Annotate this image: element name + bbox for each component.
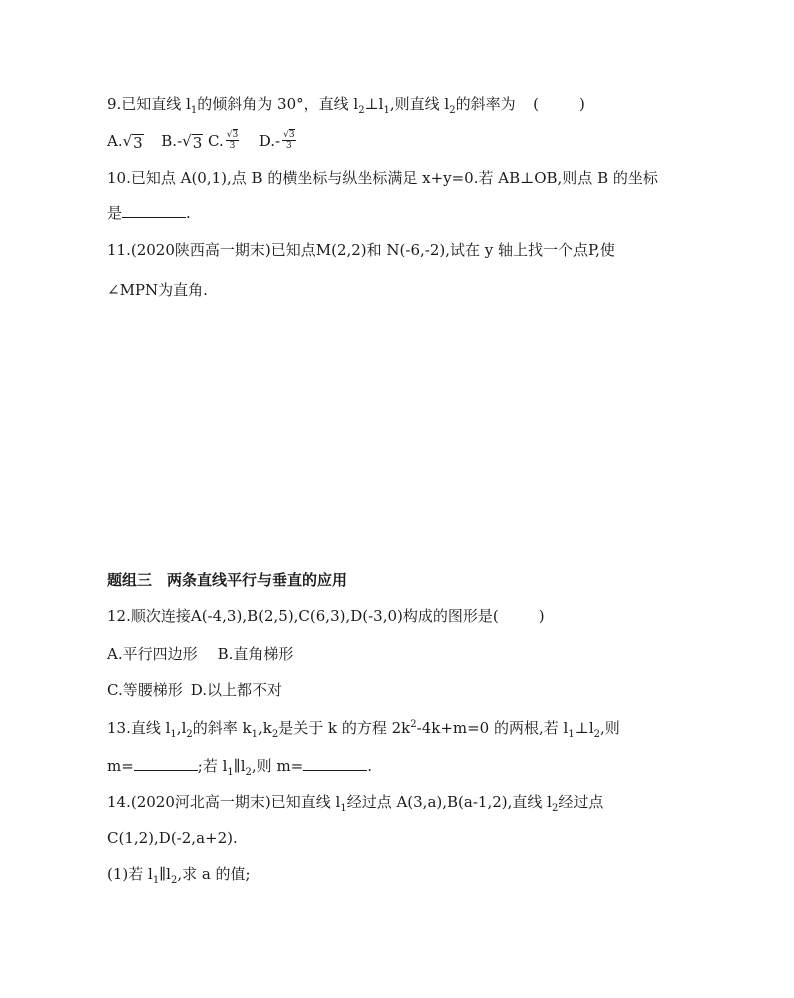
q9-sub: 2 [358, 105, 365, 116]
radical-sign: √ [182, 131, 192, 150]
q9-sub: 1 [383, 105, 390, 116]
q14-sub: 1 [340, 803, 347, 814]
radicand: 3 [232, 130, 239, 140]
answer-blank [303, 756, 367, 771]
q14-text: (1)若 l [107, 865, 153, 883]
q13-text: 13.直线 l [107, 719, 171, 737]
option-c: C.等腰梯形 [107, 681, 183, 699]
option-b-label: B.- [161, 131, 183, 150]
q13-text: ,则 [600, 719, 620, 737]
radicand: 3 [192, 133, 203, 152]
denominator: 3 [229, 141, 236, 151]
q13-sub: 1 [251, 729, 258, 740]
q13-sub: 2 [186, 729, 193, 740]
q13-text: -4k+m=0 的两根,若 l [416, 719, 569, 737]
option-b [161, 131, 203, 151]
question-13-line-1 [107, 718, 620, 738]
q9-text-mid2: ,则直线 l [389, 95, 450, 113]
question-12-options-row-1 [107, 644, 293, 664]
q13-text: ,k [257, 719, 272, 737]
numerator: √3 [283, 130, 295, 140]
question-13-line-2 [107, 756, 372, 776]
sqrt-3 [182, 131, 203, 151]
numerator: √3 [226, 130, 239, 140]
q13-text: ;若 l [197, 757, 228, 775]
question-11-line-2: ∠MPN为直角. [107, 281, 208, 299]
q14-sub: 2 [170, 875, 178, 886]
q13-text: ,l [176, 719, 187, 737]
answer-paren-close: ) [538, 607, 545, 625]
q13-text: . [367, 757, 373, 775]
option-d-label: D.- [258, 131, 281, 150]
q13-sub: 2 [271, 729, 279, 740]
question-9-options [107, 130, 298, 151]
q14-text: 14.(2020河北高一期末)已知直线 l [107, 793, 341, 811]
question-14-subquestion-1 [107, 864, 251, 884]
option-b: B.直角梯形 [217, 645, 294, 663]
answer-paren-open: ( [533, 95, 539, 113]
option-a-label: A. [107, 131, 123, 150]
option-c [208, 130, 241, 151]
q14-text: ∥l [159, 865, 171, 883]
question-10-line-1: 10.已知点 A(0,1),点 B 的横坐标与纵坐标满足 x+y=0.若 AB⊥OB,则点 B 的坐标 [107, 169, 658, 187]
answer-paren-close: ) [579, 95, 585, 113]
answer-blank [122, 203, 186, 218]
q9-sub: 2 [449, 105, 456, 116]
q13-text: 的斜率 k [192, 719, 252, 737]
q9-text-perp: ⊥l [364, 95, 384, 113]
q13-text: ⊥l [574, 719, 594, 737]
option-d: D.以上都不对 [190, 681, 282, 699]
question-14-line-1 [107, 792, 603, 812]
q12-text: 12.顺次连接A(-4,3),B(2,5),C(6,3),D(-3,0)构成的图形是( [107, 607, 499, 625]
sqrt-3 [123, 131, 144, 151]
q14-text: 经过点 A(3,a),B(a-1,2),直线 l [346, 793, 552, 811]
q9-sub: 1 [190, 105, 198, 116]
q9-text-mid: 的倾斜角为 30°，直线 l [197, 95, 359, 113]
fraction [226, 130, 239, 151]
fraction [282, 130, 295, 151]
radicand: 3 [133, 133, 143, 152]
q14-text: ,求 a 的值; [177, 865, 251, 883]
question-11-line-1: 11.(2020陕西高一期末)已知点M(2,2)和 N(-6,-2),试在 y 轴上找一个点P,使 [107, 241, 615, 259]
option-c-label: C. [208, 131, 224, 150]
radicand: 3 [288, 130, 295, 140]
q13-text: m= [107, 757, 134, 775]
question-12-options-row-2 [107, 680, 282, 700]
q14-text: 经过点 [558, 793, 604, 811]
answer-blank [134, 756, 198, 771]
q13-sub: 2 [245, 767, 252, 778]
q13-sub: 1 [227, 767, 234, 778]
q13-sub: 2 [593, 729, 600, 740]
q9-text-tail: 的斜率为 [455, 95, 516, 113]
question-10-line-2 [107, 203, 191, 223]
q13-text: 是关于 k 的方程 2k [278, 719, 411, 737]
radical-sign: √ [122, 131, 133, 150]
q10-text: 是 [107, 204, 123, 222]
question-12-stem [107, 606, 545, 626]
q13-sub: 1 [170, 729, 177, 740]
q13-text: ∥l [233, 757, 246, 775]
denominator: 3 [286, 141, 292, 151]
option-a: A.平行四边形 [107, 645, 198, 663]
q9-text-prefix: 9.已知直线 l [107, 95, 191, 113]
q13-text: ,则 m= [251, 757, 304, 775]
q14-sub: 2 [551, 803, 559, 814]
q14-sub: 1 [152, 875, 160, 886]
section-heading: 题组三 两条直线平行与垂直的应用 [107, 571, 348, 589]
option-a [107, 131, 144, 151]
q13-sub: 1 [568, 729, 575, 740]
question-14-line-2: C(1,2),D(-2,a+2). [107, 829, 238, 847]
option-d [259, 130, 298, 151]
q10-text: . [186, 204, 191, 222]
q13-sup: 2 [410, 719, 417, 730]
question-9-stem [107, 94, 585, 114]
